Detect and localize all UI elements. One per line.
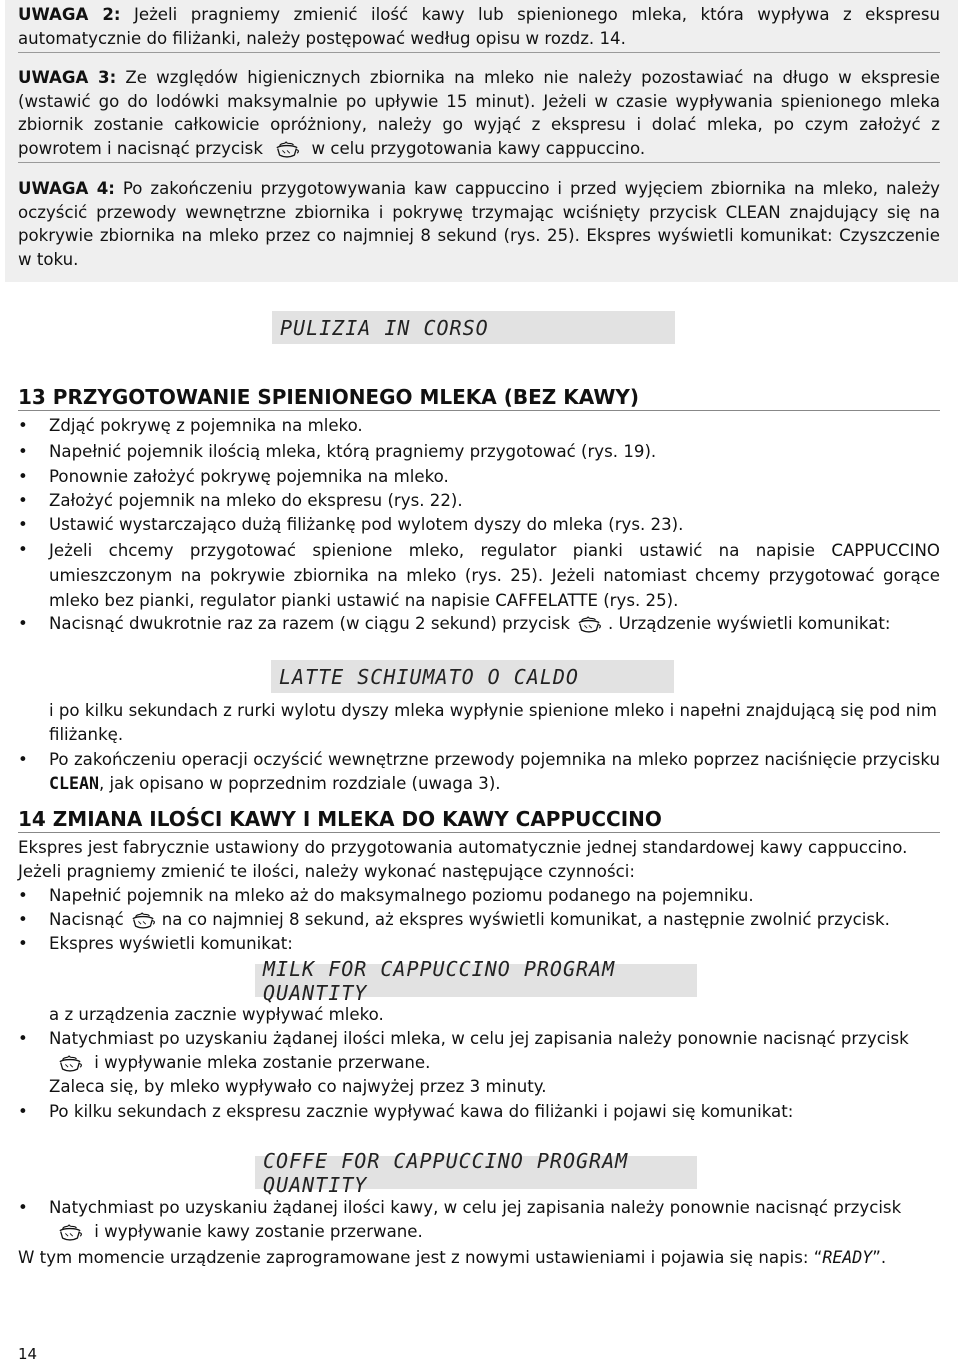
list-item-text: Natychmiast po uzyskaniu żądanej ilości mleka, w celu jej zapisania należy ponownie nacisnąć przycisk bbox=[49, 1029, 909, 1048]
note-text: Po zakończeniu przygotowywania kaw cappuccino i przed wyjęciem zbiornika na mleko, należy oczyścić przewody wewnętrzne zbiornika i pokrywę trzymając wciśnięty przycisk CLEAN znajdujący się na pokrywie zbiornika na mleko przez co najmniej 8 sekund (rys. 25). Ekspres wyświetli komunikat: Czyszczenie w toku. bbox=[18, 179, 940, 269]
bullet: • bbox=[18, 1029, 28, 1048]
list-item-text: Po zakończeniu operacji oczyścić wewnętrzne przewody pojemnika na mleko poprzez naciśnięcie przycisku bbox=[49, 750, 940, 769]
bullet: • bbox=[18, 467, 28, 486]
bullet: • bbox=[18, 1102, 28, 1121]
list-item: Jeżeli chcemy przygotować spienione mleko, regulator pianki ustawić na napisie CAPPUCCINO umieszczonym na pokrywie zbiornika na mleko (rys. 25). Jeżeli natomiast chcemy przygotować gorące mleko bez pianki, regulator pianki ustawić na napisie CAFFELATTE (rys. 25). bbox=[49, 541, 940, 610]
cappuccino-cup-icon bbox=[57, 1223, 83, 1242]
list-item-text: . Urządzenie wyświetli komunikat: bbox=[608, 614, 891, 633]
paragraph: Ekspres jest fabrycznie ustawiony do przygotowania automatycznie jednej standardowej kawy cappuccino. bbox=[18, 838, 908, 857]
bullet: • bbox=[18, 934, 28, 953]
note-label: UWAGA 3: bbox=[18, 68, 117, 87]
divider bbox=[18, 162, 940, 163]
cappuccino-cup-icon bbox=[576, 615, 602, 634]
bullet: • bbox=[18, 1198, 28, 1217]
bullet: • bbox=[18, 614, 28, 633]
bullet: • bbox=[18, 515, 28, 534]
paragraph: Jeżeli pragniemy zmienić te ilości, należy wykonać następujące czynności: bbox=[18, 862, 635, 881]
cappuccino-cup-icon bbox=[274, 140, 300, 159]
paragraph-text: ”. bbox=[872, 1248, 887, 1267]
paragraph bbox=[18, 1246, 940, 1270]
paragraph: a z urządzenia zacznie wypływać mleko. bbox=[49, 1005, 384, 1024]
note-uwaga-3 bbox=[18, 66, 940, 160]
list-item-text: i wypływanie mleka zostanie przerwane. bbox=[94, 1053, 431, 1072]
list-item: Ponownie założyć pokrywę pojemnika na mleko. bbox=[49, 467, 449, 486]
list-item: Po kilku sekundach z ekspresu zacznie wypływać kawa do filiżanki i pojawi się komunikat: bbox=[49, 1102, 794, 1121]
note-label: UWAGA 2: bbox=[18, 5, 121, 24]
list-item bbox=[49, 1027, 940, 1099]
bullet: • bbox=[18, 491, 28, 510]
bullet: • bbox=[18, 416, 28, 435]
list-item-text: Nacisnąć dwukrotnie raz za razem (w ciągu 2 sekund) przycisk bbox=[49, 614, 571, 633]
note-label: UWAGA 4: bbox=[18, 179, 115, 198]
note-uwaga-4 bbox=[18, 177, 940, 271]
note-text: Ze względów higienicznych zbiornika na mleko nie należy pozostawiać na długo w ekspresie (wstawić go do lodówki maksymalnie po upływie 15 minut). Jeżeli w czasie wypływania spienionego mleka zbiornik zostanie całkowicie opróżniony, należy go wyjąć z ekspresu i dolać mleka, po czym założyć z powrotem i nacisnąć przycisk bbox=[18, 68, 940, 158]
list-item: Założyć pojemnik na mleko do ekspresu (rys. 22). bbox=[49, 491, 463, 510]
page-number: 14 bbox=[18, 1345, 38, 1363]
bullet: • bbox=[18, 442, 28, 461]
list-item: Napełnić pojemnik na mleko aż do maksymalnego poziomu podanego na pojemniku. bbox=[49, 886, 754, 905]
list-item bbox=[49, 1196, 940, 1244]
note-text: w celu przygotowania kawy cappuccino. bbox=[311, 138, 646, 158]
divider bbox=[18, 52, 940, 53]
list-item-text: na co najmniej 8 sekund, aż ekspres wyświetli komunikat, a następnie zwolnić przycisk. bbox=[161, 910, 890, 929]
display-message: PULIZIA IN CORSO bbox=[272, 311, 675, 344]
note-uwaga-2 bbox=[18, 3, 940, 50]
cappuccino-cup-icon bbox=[57, 1054, 83, 1073]
display-message: LATTE SCHIUMATO O CALDO bbox=[271, 660, 674, 693]
paragraph-text: W tym momencie urządzenie zaprogramowane jest z nowymi ustawieniami i pojawia się napis: “ bbox=[18, 1248, 823, 1267]
list-item bbox=[49, 612, 940, 636]
list-item-text: Nacisnąć bbox=[49, 910, 124, 929]
section-14-heading: 14 ZMIANA ILOŚCI KAWY I MLEKA DO KAWY CAPPUCCINO bbox=[18, 806, 940, 833]
paragraph: i po kilku sekundach z rurki wylotu dyszy mleka wypłynie spienione mleko i napełni znajdującą się pod nim filiżankę. bbox=[49, 701, 937, 744]
bullet: • bbox=[18, 750, 28, 769]
list-item-text: Natychmiast po uzyskaniu żądanej ilości kawy, w celu jej zapisania należy ponownie nacisnąć przycisk bbox=[49, 1198, 902, 1217]
ready-display-text: READY bbox=[822, 1248, 873, 1267]
list-item: Ekspres wyświetli komunikat: bbox=[49, 934, 293, 953]
list-item: Napełnić pojemnik ilością mleka, którą pragniemy przygotować (rys. 19). bbox=[49, 442, 657, 461]
cappuccino-cup-icon bbox=[130, 911, 156, 930]
section-13-heading: 13 PRZYGOTOWANIE SPIENIONEGO MLEKA (BEZ KAWY) bbox=[18, 384, 940, 411]
list-item-text: Zaleca się, by mleko wypływało co najwyżej przez 3 minuty. bbox=[49, 1077, 547, 1096]
list-item-text: , jak opisano w poprzednim rozdziale (uwaga 3). bbox=[98, 774, 501, 793]
bullet: • bbox=[18, 540, 28, 559]
list-item-text: i wypływanie kawy zostanie przerwane. bbox=[94, 1222, 423, 1241]
bullet: • bbox=[18, 910, 28, 929]
clean-key-label: CLEAN bbox=[49, 774, 99, 793]
display-message: COFFE FOR CAPPUCCINO PROGRAM QUANTITY bbox=[255, 1156, 697, 1189]
display-message: MILK FOR CAPPUCCINO PROGRAM QUANTITY bbox=[255, 964, 697, 997]
list-item: Ustawić wystarczająco dużą filiżankę pod wylotem dyszy do mleka (rys. 23). bbox=[49, 515, 684, 534]
bullet: • bbox=[18, 886, 28, 905]
list-item: Zdjąć pokrywę z pojemnika na mleko. bbox=[49, 416, 363, 435]
list-item bbox=[49, 748, 940, 796]
list-item bbox=[49, 908, 940, 932]
note-text: Jeżeli pragniemy zmienić ilość kawy lub spienionego mleka, która wypływa z ekspresu automatycznie do filiżanki, należy postępować według opisu w rozdz. 14. bbox=[18, 5, 940, 48]
